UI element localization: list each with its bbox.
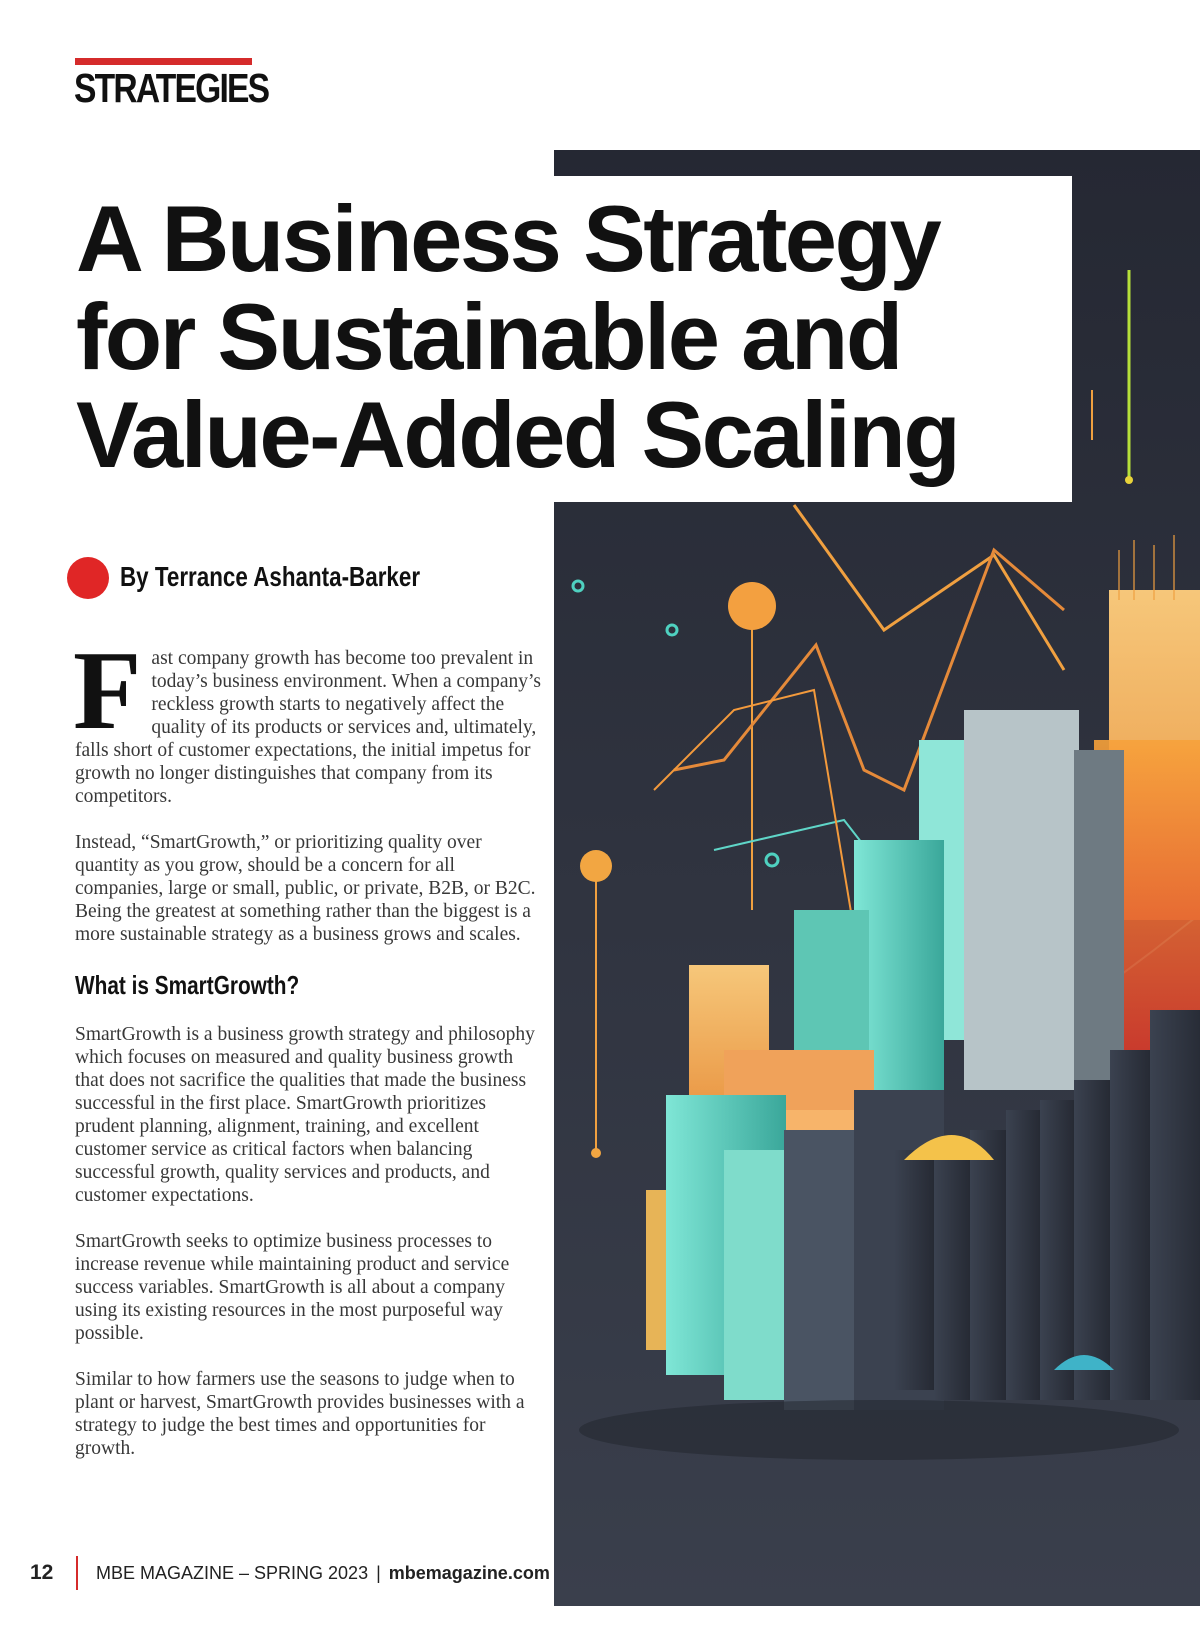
paragraph-3: SmartGrowth is a business growth strategy and philosophy which focuses on measured and quality business growth that does not sacrifice the qualities that made the business successful in the first place. SmartGrowth prioritizes prudent planning, alignment, training, and excellent customer service as critical factors when balancing successful growth, quality services and products, and customer expectations.: [75, 1024, 535, 1206]
byline-bullet: [67, 557, 109, 599]
footer-separator: |: [376, 1562, 381, 1583]
title-line-2: for Sustainable and: [76, 284, 901, 389]
paragraph-4: SmartGrowth seeks to optimize business processes to increase revenue while maintaining product and service success variables. SmartGrowth is all about a company using its existing resources in the most purposeful way possible.: [75, 1231, 510, 1344]
page-footer: [30, 1553, 550, 1593]
subheading: What is SmartGrowth?: [75, 970, 300, 1000]
website-link[interactable]: mbemagazine.com: [388, 1562, 550, 1583]
drop-cap: F: [73, 629, 142, 753]
paragraph-2: Instead, “SmartGrowth,” or prioritizing quality over quantity as you grow, should be a concern for all companies, large or small, public, or private, B2B, or B2C. Being the greatest at something rather than the biggest is a more sustainable strategy as a business grows and scales.: [75, 832, 536, 945]
paragraph-1-text: ast company growth has become too prevalent in today’s business environment. When a company’s reckless growth starts to negatively affect the quality of its products or services and, ultimately, falls short of customer expectations, the initial impetus for growth no longer distinguishes that company from its competitors.: [75, 648, 541, 807]
footer-divider: [76, 1556, 78, 1590]
title-line-3: Value-Added Scaling: [76, 382, 959, 487]
article-body: [73, 629, 545, 1483]
section-label: STRATEGIES: [74, 65, 269, 111]
page-number: 12: [30, 1561, 54, 1584]
title-line-1: A Business Strategy: [76, 186, 940, 291]
article-title: [76, 186, 959, 487]
byline: By Terrance Ashanta-Barker: [120, 561, 421, 592]
paragraph-5: Similar to how farmers use the seasons to judge when to plant or harvest, SmartGrowth provides businesses with a strategy to judge the best times and opportunities for growth.: [75, 1369, 525, 1459]
magazine-issue: MBE MAGAZINE – SPRING 2023: [96, 1562, 369, 1583]
paragraph-1: [73, 629, 545, 808]
